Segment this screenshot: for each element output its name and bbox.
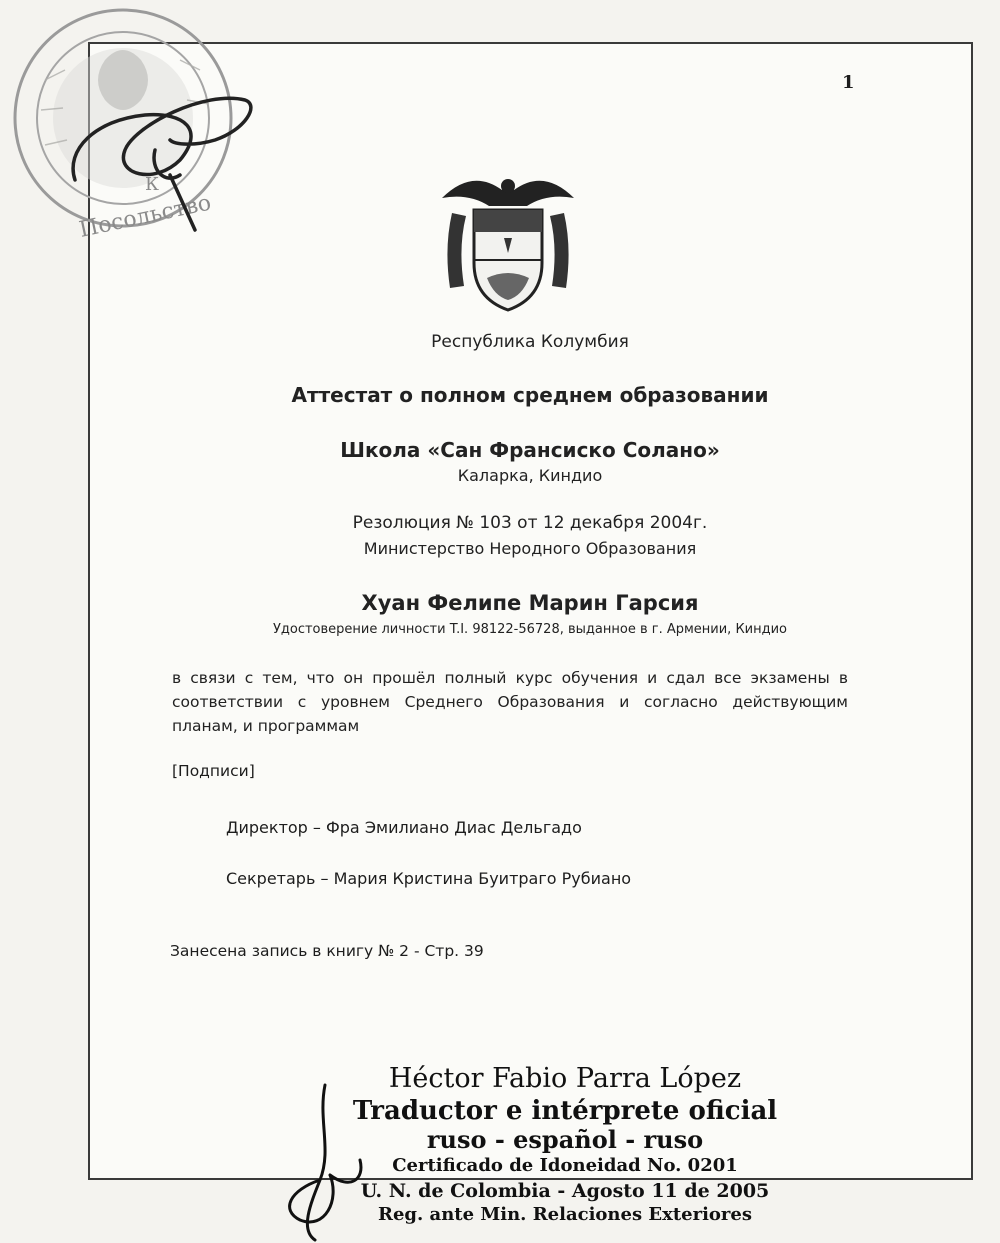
seal-text-embassy: Посольство <box>76 190 214 243</box>
ministry-line: Министерство Неродного Образования <box>363 539 697 558</box>
translator-languages: ruso - español - ruso <box>426 1125 704 1154</box>
school-name: Школа «Сан Франсиско Солано» <box>340 438 720 462</box>
signatures-label: [Подписи] <box>172 762 255 780</box>
student-name: Хуан Фелипе Марин Гарсия <box>361 591 699 615</box>
translator-role: Traductor e intérprete oficial <box>352 1096 778 1126</box>
resolution-line: Резолюция № 103 от 12 декабря 2004г. <box>352 513 708 533</box>
translator-registration: Reg. ante Min. Relaciones Exteriores <box>378 1204 752 1225</box>
registry-note: Занесена запись в книгу № 2 - Стр. 39 <box>170 942 484 960</box>
colombia-coat-of-arms-icon <box>432 168 584 318</box>
document-title: Аттестат о полном среднем образовании <box>291 383 769 407</box>
director-signature-line: Директор – Фра Эмилиано Диас Дельгадо <box>226 818 582 837</box>
translator-university: U. N. de Colombia - Agosto 11 de 2005 <box>360 1180 770 1202</box>
country-name: Республика Колумбия <box>431 332 629 352</box>
translator-name: Héctor Fabio Parra López <box>388 1063 742 1094</box>
seal-text-letter: К <box>145 174 159 195</box>
school-city: Каларка, Киндио <box>457 466 603 485</box>
embassy-seal-icon <box>5 0 255 260</box>
id-card-line: Удостоверение личности T.I. 98122-56728, выданное в г. Армении, Киндио <box>272 622 788 637</box>
page-number: 1 <box>842 72 855 93</box>
translator-certificate: Certificado de Idoneidad No. 0201 <box>392 1155 738 1176</box>
certificate-body-text: в связи с тем, что он прошёл полный курс обучения и сдал все экзамены в соответствии с уровнем Среднего Образования и согласно действующим планам, и программам <box>172 669 848 735</box>
translator-stamp <box>330 1062 800 1226</box>
secretary-signature-line: Секретарь – Мария Кристина Буитраго Рубиано <box>226 869 632 888</box>
